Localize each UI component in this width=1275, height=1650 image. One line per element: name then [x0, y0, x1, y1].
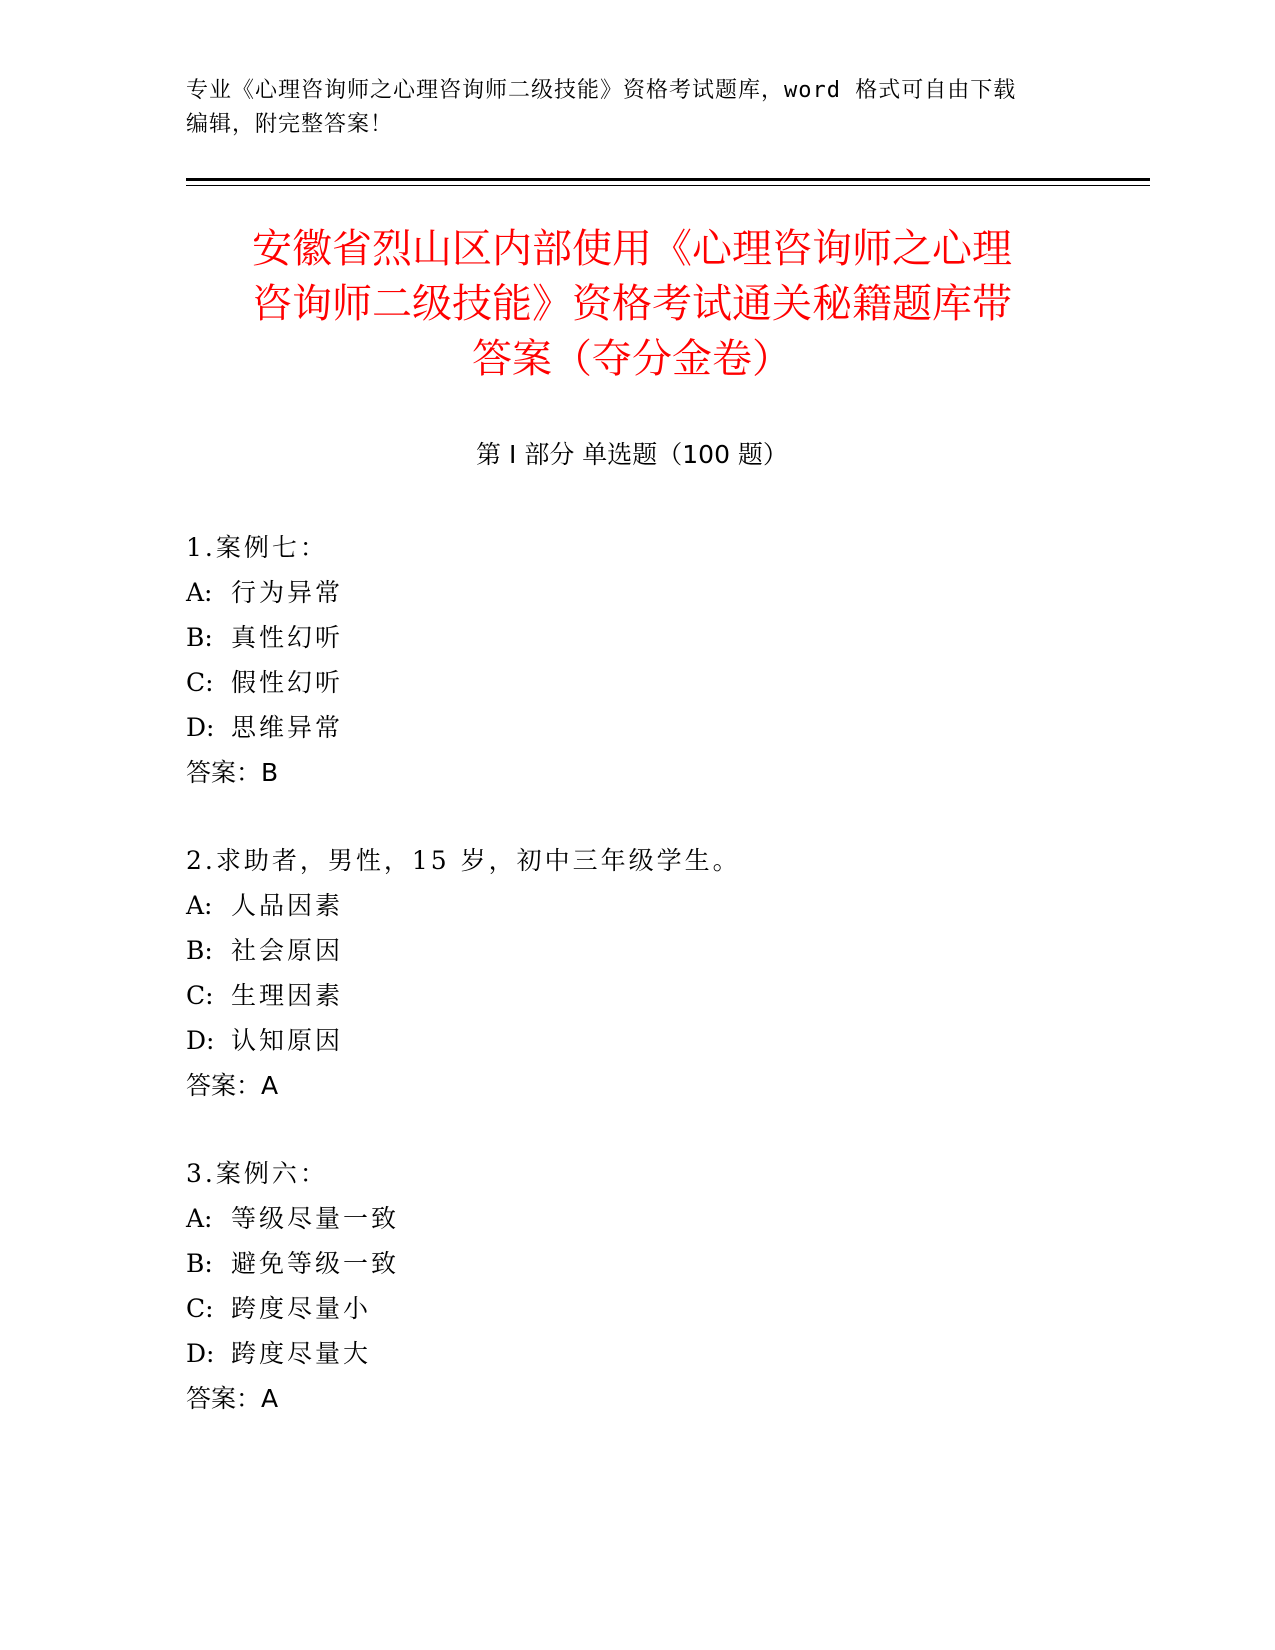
option-key: B: [186, 936, 213, 965]
option-text: 生理因素 [231, 981, 344, 1010]
question-3 [186, 1151, 1086, 1421]
header-divider-thin [186, 185, 1150, 186]
option-a [186, 883, 1086, 928]
section-title: 第 I 部分 单选题（100 题） [476, 440, 788, 469]
question-2 [186, 838, 1086, 1108]
question-list [186, 525, 1086, 1464]
question-stem: 3.案例六： [186, 1159, 328, 1188]
option-key: D: [186, 1026, 215, 1055]
option-d [186, 705, 1086, 750]
option-b [186, 615, 1086, 660]
option-key: B: [186, 1249, 213, 1278]
option-c [186, 1286, 1086, 1331]
option-text: 跨度尽量小 [231, 1294, 372, 1323]
option-c [186, 973, 1086, 1018]
document-title [186, 222, 1078, 387]
option-b [186, 1241, 1086, 1286]
option-d [186, 1331, 1086, 1376]
option-key: B: [186, 623, 213, 652]
option-key: D: [186, 1339, 215, 1368]
answer: 答案：A [186, 1384, 279, 1413]
option-a [186, 1196, 1086, 1241]
option-key: A: [186, 1204, 213, 1233]
option-text: 等级尽量一致 [231, 1204, 400, 1233]
option-a [186, 570, 1086, 615]
question-stem: 1.案例七： [186, 533, 328, 562]
option-text: 认知原因 [231, 1026, 344, 1055]
answer: 答案：B [186, 758, 279, 787]
option-key: C: [186, 981, 214, 1010]
header-note-line-1: 专业《心理咨询师之心理咨询师二级技能》资格考试题库，word 格式可自由下载 [186, 78, 1017, 103]
option-text: 假性幻听 [231, 668, 344, 697]
option-text: 人品因素 [231, 891, 344, 920]
option-key: A: [186, 578, 213, 607]
option-b [186, 928, 1086, 973]
option-text: 思维异常 [231, 713, 344, 742]
question-1 [186, 525, 1086, 795]
header-divider-thick [186, 178, 1150, 181]
question-stem: 2.求助者，男性，15 岁，初中三年级学生。 [186, 846, 741, 875]
option-text: 社会原因 [231, 936, 344, 965]
option-d [186, 1018, 1086, 1063]
answer: 答案：A [186, 1071, 279, 1100]
document-title-line-3: 答案（夺分金卷） [472, 336, 792, 382]
option-key: C: [186, 668, 214, 697]
document-title-line-2: 咨询师二级技能》资格考试通关秘籍题库带 [252, 281, 1012, 327]
option-key: D: [186, 713, 215, 742]
option-text: 避免等级一致 [231, 1249, 400, 1278]
option-key: A: [186, 891, 213, 920]
document-title-line-1: 安徽省烈山区内部使用《心理咨询师之心理 [252, 226, 1012, 272]
option-text: 跨度尽量大 [231, 1339, 372, 1368]
header-note-line-2: 编辑，附完整答案！ [186, 112, 394, 137]
header-note [186, 74, 1086, 142]
option-c [186, 660, 1086, 705]
option-text: 行为异常 [231, 578, 344, 607]
option-key: C: [186, 1294, 214, 1323]
option-text: 真性幻听 [231, 623, 344, 652]
